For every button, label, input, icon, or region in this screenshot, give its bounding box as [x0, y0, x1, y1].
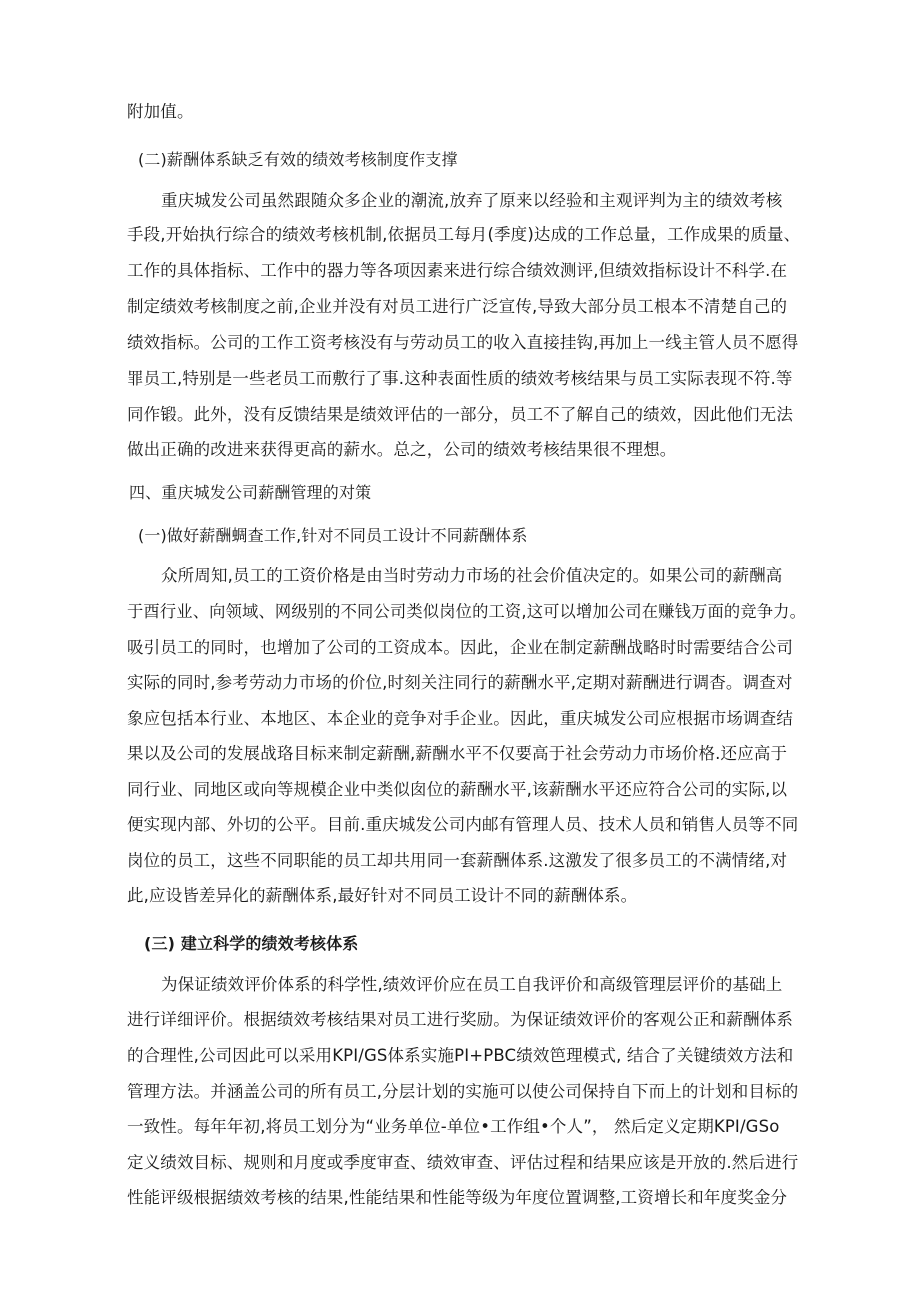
paragraph-line: 管理方法。并涵盖公司的所有员工,分层计划的实施可以使公司保持自下而上的计划和目标的 — [127, 1082, 799, 1101]
paragraph-line: 果以及公司的发展战珞目标来制定薪酬,薪酬水平不仅要高于社会劳动力市场价格.还应高于 — [127, 744, 788, 763]
paragraph-line: 同行业、同地区或向等规模企业中类似囱位的薪酬水平,该薪酬水平还应符合公司的实际,以 — [127, 780, 788, 799]
paragraph-line: 附加值。 — [127, 102, 194, 121]
paragraph-line: 罪员工,特别是一些老员工而敷行了事.这种表面性质的绩效考核结果与员工实际表现不符.等 — [127, 369, 793, 388]
paragraph-line: 便实现内部、外切的公平。目前.重庆城发公司内邮有管理人员、技术人员和销售人员等不同 — [127, 815, 799, 834]
paragraph-line: 进行详细评价。根据绩效考核结果对员工进行奖励。为保证绩效评价的客观公正和薪酬体系 — [127, 1010, 793, 1029]
paragraph-line: 的合理性,公司因此可以采用KPI/GS体系实施PI+PBC绩效笆理模式, 结合了关键绩效方法和 — [127, 1046, 794, 1065]
paragraph-line: 重庆城发公司虽然跟随众多企业的潮流,放弃了原来以经验和主观评判为主的绩效考核 — [161, 191, 783, 210]
paragraph-line: 制定绩效考核制度之前,企业并没有对员工进行广泛宣传,导致大部分员工根本不清楚自己的 — [127, 297, 788, 316]
paragraph-line: 吸引员工的同时，也增加了公司的工资成本。因此，企业在制定薪酬战略时时需要结合公司 — [127, 638, 793, 657]
paragraph-line: 一致性。每年年初,将员工划分为“业务单位-单位•工作组•个人”， 然后定义定期KPI/GSo — [127, 1117, 780, 1136]
paragraph-line: 同作锻。此外，没有反馈结果是绩效评估的一部分，员工不了解自己的绩效，因此他们无法 — [127, 405, 793, 424]
section-heading: (二)薪酬体系缺乏有效的绩效考核制度作支撑 — [138, 150, 458, 169]
paragraph-line: 于酉行业、向领域、网级别的不同公司类似岗位的工资,这可以增加公司在赚钱万面的竞争力。 — [127, 602, 807, 621]
paragraph-line: 做出正确的改进来获得更高的薪水。总之，公司的绩效考核结果很不理想。 — [127, 440, 677, 459]
section-heading: (一)做好薪酬蜩查工作,针对不同员工设计不同薪酬体系 — [138, 526, 528, 545]
paragraph-line: 性能评级根据绩效考核的结果,性能结果和性能等级为年度位置调整,工资增长和年度奖金分 — [127, 1188, 788, 1207]
paragraph-line: 为保证绩效评价体系的科学性,绩效评价应在员工自我评价和高级管理层评价的基础上 — [161, 975, 783, 994]
section-heading: (三) 建立科学的绩效考核体系 — [144, 934, 359, 953]
paragraph-line: 工作的具体指标、工作中的器力等各项因素来进行综合绩效测评,但绩效指标设计不科学.在 — [127, 261, 788, 280]
paragraph-line: 众所周知,员工的工资价格是由当时劳动力市场的社会价值决定的。如果公司的薪酬高 — [161, 566, 783, 585]
paragraph-line: 实际的同时,参考劳动力市场的价位,时刻关注同行的薪酬水平,定期对薪酬进行调杳。调查对 — [127, 673, 793, 692]
section-heading: 四、重庆城发公司薪酬管理的对策 — [129, 483, 372, 502]
paragraph-line: 定义绩效目标、规则和月度或季度审查、绩效审查、评估过程和结果应该是开放的.然后进行 — [127, 1153, 799, 1172]
paragraph-line: 象应包括本行业、本地区、本企业的竞争对手企业。因此，重庆城发公司应根据市场调查结 — [127, 709, 793, 728]
paragraph-line: 此,应设皆差异化的薪酬体系,最好针对不同员工设计不同的薪酬体系。 — [127, 886, 638, 905]
paragraph-line: 手段,开始执行综合的绩效考核机制,依据员工每月(季度)达成的工作总量，工作成果的质量、 — [127, 225, 801, 244]
paragraph-line: 绩效指标。公司的工作工资考核没有与劳动员工的收入直接挂钩,再加上一线主管人员不愿得 — [127, 333, 799, 352]
paragraph-line: 岗位的员工，这些不同职能的员工却共用同一套薪酬体系.这激发了很多员工的不满情绪,对 — [127, 851, 788, 870]
